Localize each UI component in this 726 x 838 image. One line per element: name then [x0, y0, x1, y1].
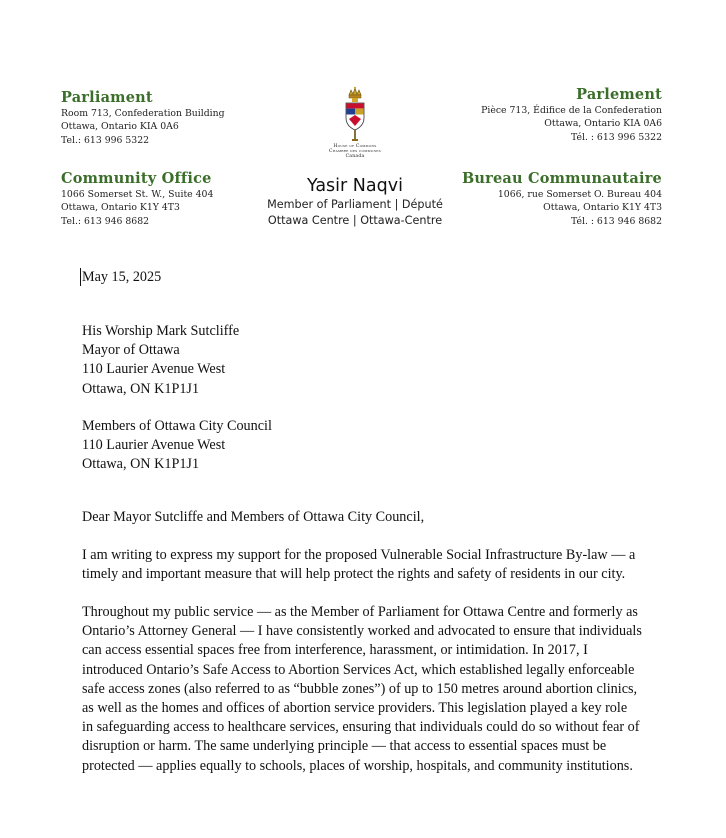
- parliament-line-3-fr: Tél. : 613 996 5322: [570, 131, 662, 143]
- parliament-line-1-fr: Pièce 713, Édifice de la Confederation: [481, 105, 662, 116]
- paragraph-2-line-3: can access essential spaces free from interference, harassment, or intimidation. In 2017, I: [82, 642, 588, 659]
- mp-riding: Ottawa Centre | Ottawa-Centre: [267, 214, 443, 227]
- mp-name: Yasir Naqvi: [307, 176, 403, 196]
- paragraph-1-line-1: I am writing to express my support for the proposed Vulnerable Social Infrastructure By-law — a: [82, 547, 636, 563]
- paragraph-2-line-2: Ontario’s Attorney General — I have consistently worked and advocated to ensure that individuals: [82, 623, 642, 640]
- community-office-line-1-en: 1066 Somerset St. W., Suite 404: [61, 189, 214, 200]
- paragraph-1: [82, 546, 644, 584]
- text-cursor: [80, 268, 81, 286]
- community-office-line-2-fr: Ottawa, Ontario K1Y 4T3: [543, 202, 662, 214]
- parliament-title-en: Parliament: [61, 89, 153, 106]
- parliament-line-3-en: Tel.: 613 996 5322: [61, 134, 150, 146]
- letter-date: May 15, 2025: [82, 269, 162, 285]
- community-office-title-fr: Bureau Communautaire: [461, 170, 662, 187]
- recipient-address-mayor: [82, 322, 644, 399]
- paragraph-1-line-2: timely and important measure that will help protect the rights and safety of residents in our city.: [82, 566, 626, 583]
- community-office-line-2-en: Ottawa, Ontario K1Y 4T3: [61, 202, 180, 214]
- salutation: Dear Mayor Sutcliffe and Members of Ottawa City Council,: [82, 509, 425, 525]
- house-of-commons-crest: [325, 86, 385, 160]
- mp-role: Member of Parliament | Député: [267, 198, 443, 211]
- paragraph-2-line-4: introduced Ontario’s Safe Access to Abortion Services Act, which established legally enforceable: [82, 661, 635, 678]
- recipient2-line-2: 110 Laurier Avenue West: [82, 437, 226, 454]
- paragraph-2-line-6: as well as the homes and offices of abortion service providers. This legislation played a key role: [82, 700, 628, 717]
- crest-caption-line-3: Canada: [345, 154, 365, 160]
- paragraph-2: [82, 603, 644, 776]
- parliament-line-2-en: Ottawa, Ontario KIA 0A6: [61, 121, 179, 133]
- community-office-line-1-fr: 1066, rue Somerset O. Bureau 404: [497, 189, 662, 200]
- parliament-line-2-fr: Ottawa, Ontario KIA 0A6: [544, 118, 662, 130]
- crest-caption-line-1: House of Commons: [333, 144, 377, 149]
- community-office-line-3-en: Tel.: 613 946 8682: [61, 215, 150, 227]
- recipient2-line-3: Ottawa, ON K1P1J1: [82, 456, 200, 473]
- paragraph-2-line-1: Throughout my public service — as the Member of Parliament for Ottawa Centre and formerly as: [82, 604, 638, 620]
- recipient1-line-1: His Worship Mark Sutcliffe: [82, 323, 240, 339]
- recipient2-line-1: Members of Ottawa City Council: [82, 418, 272, 434]
- crest-icon: [340, 86, 370, 144]
- community-office-address-fr: [462, 170, 662, 228]
- community-office-address-en: [61, 170, 213, 228]
- parliament-title-fr: Parlement: [576, 86, 662, 103]
- paragraph-2-line-5: safe access zones (also referred to as “bubble zones”) of up to 150 metres around abortion clinics,: [82, 680, 638, 697]
- recipient-address-council: [82, 417, 644, 475]
- parliament-address-fr: [481, 86, 662, 144]
- community-office-title-en: Community Office: [61, 170, 212, 187]
- community-office-line-3-fr: Tél. : 613 946 8682: [570, 215, 662, 227]
- recipient1-line-2: Mayor of Ottawa: [82, 342, 180, 359]
- paragraph-2-line-7: in safeguarding access to healthcare services, ensuring that individuals could do so without fear of: [82, 719, 640, 736]
- crest-caption-line-2: Chambre des communes: [329, 149, 381, 155]
- recipient1-line-4: Ottawa, ON K1P1J1: [82, 380, 200, 397]
- mp-identity: [230, 175, 480, 229]
- recipient1-line-3: 110 Laurier Avenue West: [82, 361, 226, 378]
- parliament-line-1-en: Room 713, Confederation Building: [61, 108, 225, 119]
- parliament-address-en: [61, 89, 225, 147]
- paragraph-2-line-8: disruption or harm. The same underlying principle — that access to essential spaces must be: [82, 738, 607, 755]
- paragraph-2-line-9: protected — applies equally to schools, places of worship, hospitals, and community institutions.: [82, 757, 633, 774]
